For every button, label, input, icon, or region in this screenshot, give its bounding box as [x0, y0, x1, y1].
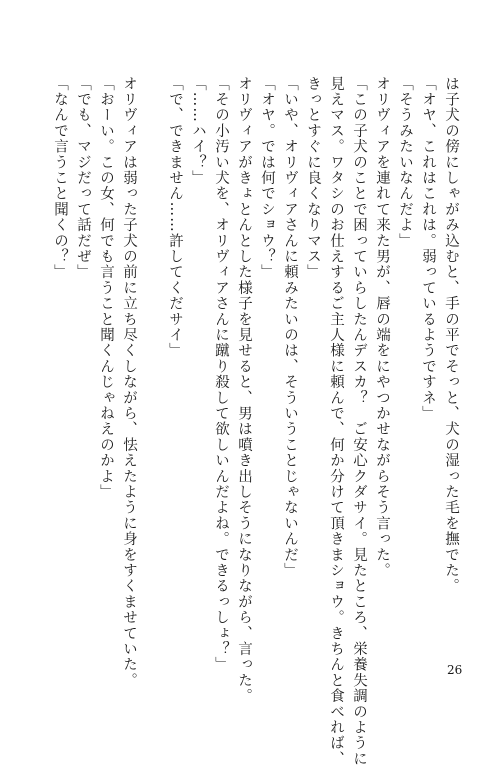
text-line: 「で、できません……許してくだサイ」: [167, 76, 183, 359]
text-line: 「その小汚い犬を、オリヴィアさんに蹴り殺して欲しいんだよね。できるっしょ？」: [213, 76, 229, 673]
text-line: 「オヤ。では何でショウ？」: [259, 76, 275, 281]
text-line: 「おーい。この女、何でも言うこと聞くんじゃねえのかよ」: [98, 76, 114, 500]
text-line: 「この子犬のことで困っていらしたんデスカ？ ご安心クダサイ。見たところ、栄養失調のように: [351, 76, 367, 767]
text-line: 「……ハイ？」: [190, 76, 206, 186]
text-line: オリヴィアは弱った子犬の前に立ち尽くしながら、怯えたように身をすくませていた。: [121, 76, 137, 689]
text-line: 「なんで言うこと聞くの？」: [52, 76, 68, 281]
text-line: オリヴィアを連れて来た男が、唇の端をにやつかせながらそう言った。: [374, 76, 390, 579]
page-number: 26: [447, 663, 463, 677]
text-line: は子犬の傍にしゃがみ込むと、手の平でそっと、犬の湿った毛を撫でた。: [443, 76, 459, 595]
text-line: 見えマス。ワタシのお仕えするご主人様に頼んで、何か分けて頂きまショウ。きちんと食べれば、: [328, 76, 344, 767]
text-line: 「オヤ、これはこれは。弱っているようですネ」: [420, 76, 436, 422]
text-line: きっとすぐに良くなりマス」: [305, 76, 321, 281]
text-line: オリヴィアがきょとんとした様子を見せると、男は噴き出しそうになりながら、言った。: [236, 76, 252, 704]
text-line: 「そうみたいなんだよ」: [397, 76, 413, 249]
text-line: 「いや、オリヴィアさんに頼みたいのは、そういうことじゃないんだ」: [282, 76, 298, 579]
text-line: 「でも、マジだって話だぜ」: [75, 76, 91, 281]
